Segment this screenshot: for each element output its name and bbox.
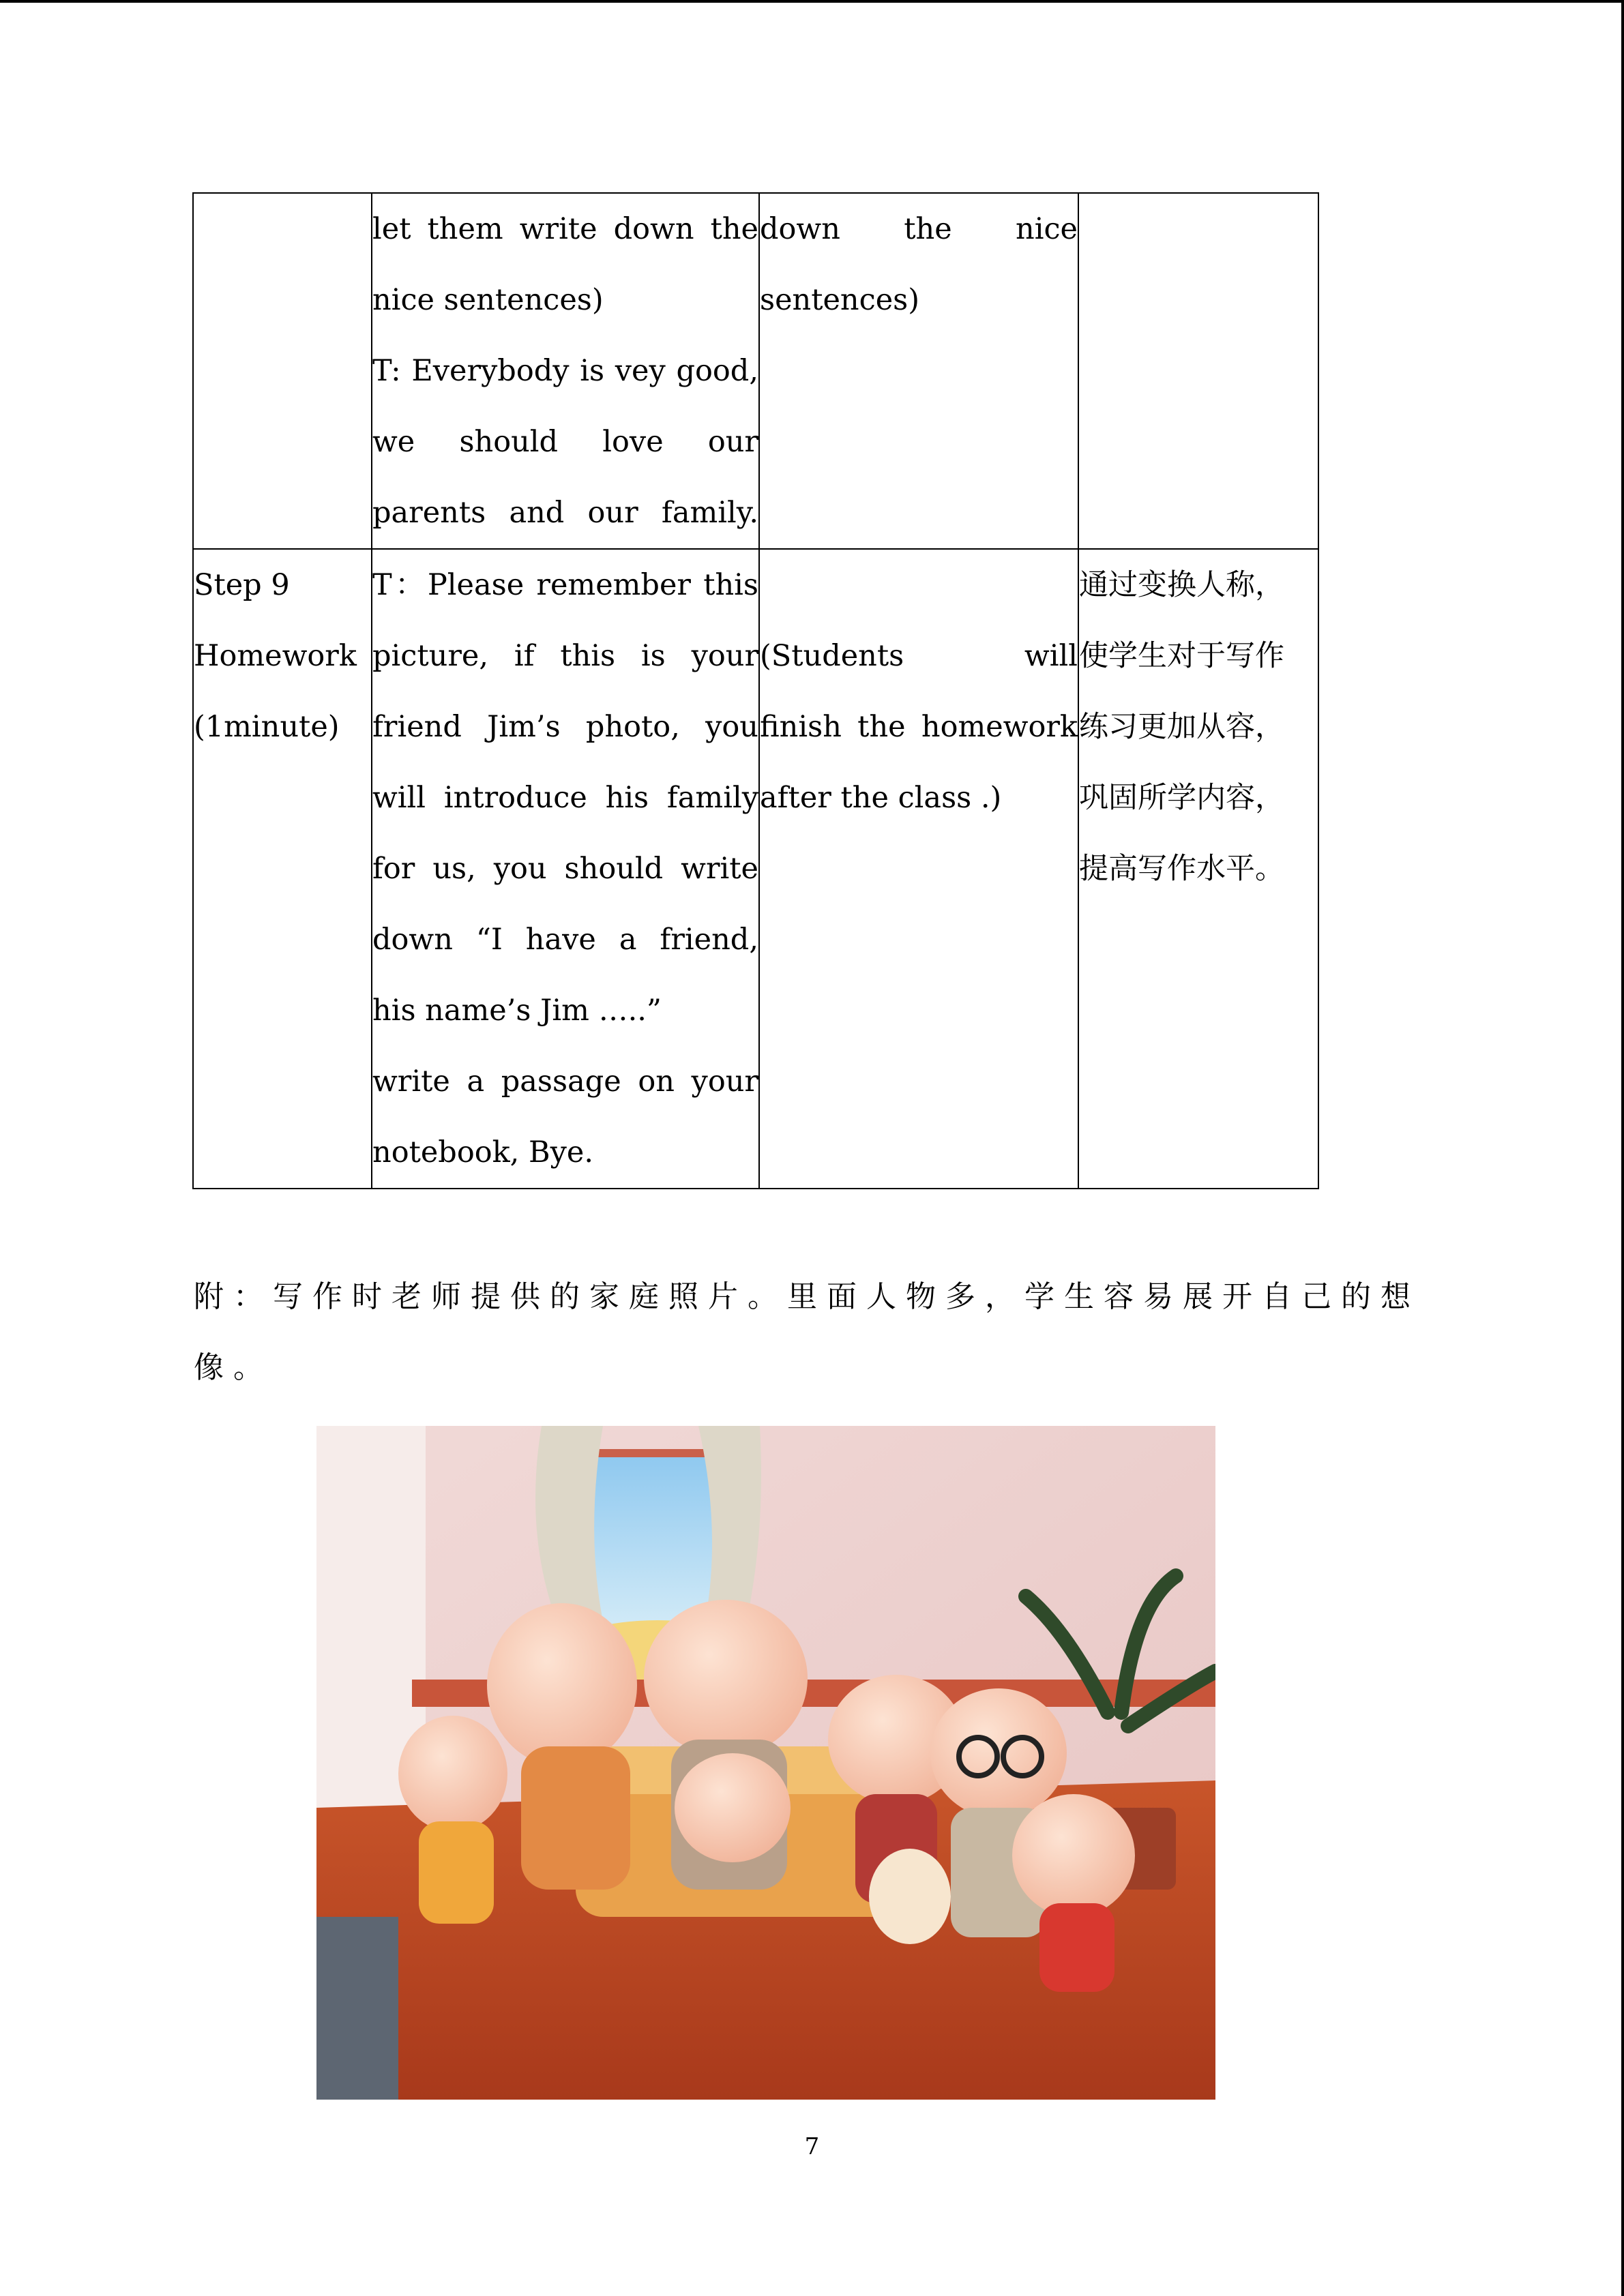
note-line: 像。 <box>194 1350 273 1385</box>
purpose-cell <box>1078 549 1318 1189</box>
text-line: finish the homework <box>760 710 1078 744</box>
step-cell <box>193 193 372 549</box>
text-line: his name’s Jim …..” <box>372 994 662 1028</box>
text-line: sentences) <box>760 283 920 317</box>
teacher-activity-cell <box>372 549 759 1189</box>
step-name: Homework <box>194 639 357 673</box>
text-line: parents and our family. <box>372 496 758 530</box>
text-line: will introduce his family <box>372 781 758 815</box>
text-line: we should love our <box>372 425 758 459</box>
text-line: (Students will <box>760 639 1078 673</box>
text-line: write a passage on your <box>372 1064 758 1099</box>
text-line: 练习更加从容， <box>1079 710 1284 744</box>
step-title: Step 9 <box>194 568 290 602</box>
step-cell <box>193 549 372 1189</box>
purpose-cell <box>1078 193 1318 549</box>
table-row <box>193 549 1318 1189</box>
page-right-border <box>1621 0 1624 2296</box>
text-line: 巩固所学内容， <box>1079 781 1284 815</box>
text-line: 使学生对于写作 <box>1079 639 1284 673</box>
page-top-border <box>0 0 1624 3</box>
teacher-activity-cell <box>372 193 759 549</box>
family-photo-illustration <box>316 1426 1215 2100</box>
text-line: 提高写作水平。 <box>1079 852 1284 886</box>
text-line: for us, you should write <box>372 852 758 886</box>
text-line: T：Please remember this <box>372 568 758 602</box>
text-line: nice sentences) <box>372 283 604 317</box>
family-photo <box>316 1426 1215 2100</box>
text-line: friend Jim’s photo, you <box>372 710 758 744</box>
text-line: notebook, Bye. <box>372 1135 594 1169</box>
step-duration: (1minute) <box>194 710 340 744</box>
page-number: 7 <box>804 2133 820 2160</box>
text-line: let them write down the <box>372 212 758 246</box>
text-line: down “I have a friend, <box>372 923 758 957</box>
lesson-plan-table <box>192 192 1319 1189</box>
text-line <box>760 550 1078 621</box>
text-line: down the nice <box>760 212 1078 246</box>
note-line: 附：写作时老师提供的家庭照片。里面人物多，学生容易展开自己的想 <box>194 1279 1420 1314</box>
text-line: picture, if this is your <box>372 639 758 673</box>
student-activity-cell <box>759 549 1078 1189</box>
appendix-note <box>194 1262 1420 1403</box>
table-row <box>193 193 1318 549</box>
student-activity-cell <box>759 193 1078 549</box>
text-line: T: Everybody is vey good, <box>372 354 758 388</box>
text-line: after the class .) <box>760 781 1002 815</box>
text-line: 通过变换人称， <box>1079 568 1284 602</box>
